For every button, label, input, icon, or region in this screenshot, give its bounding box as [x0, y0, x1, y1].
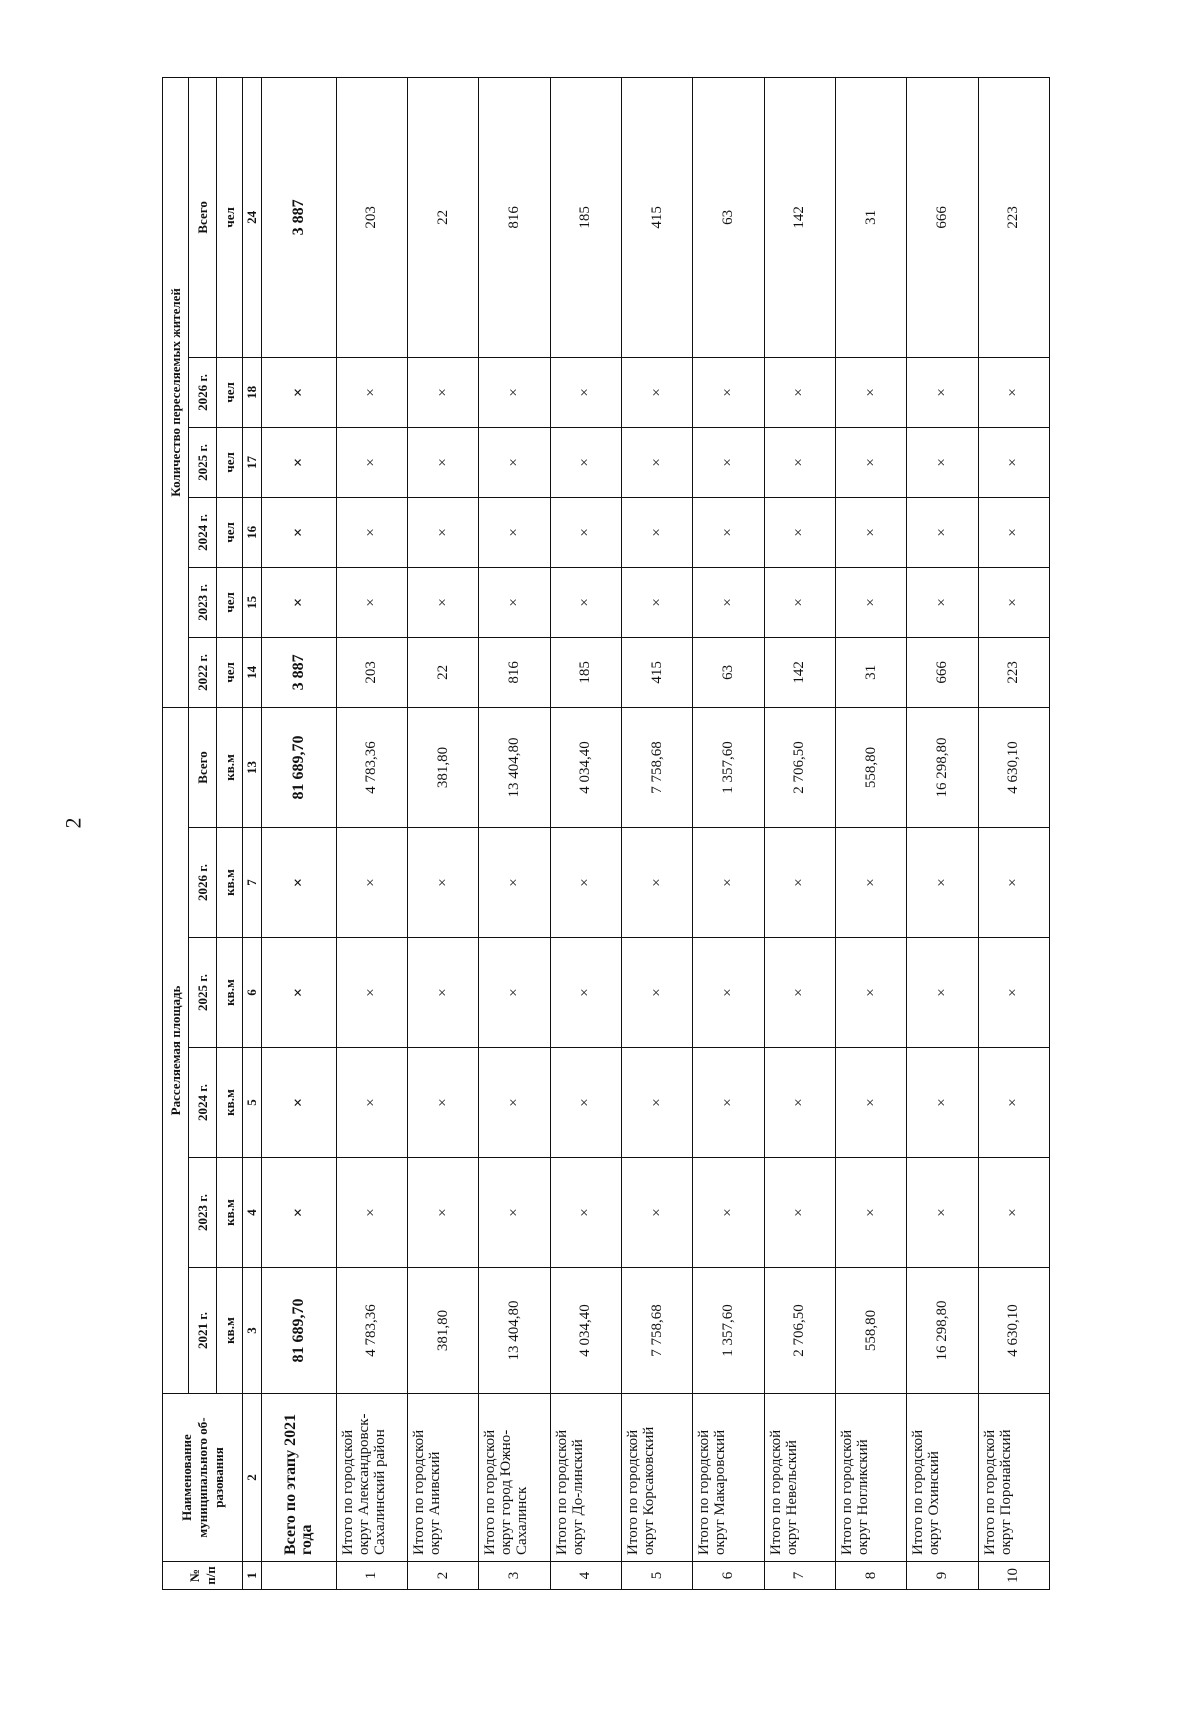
area-cell: ×	[336, 828, 407, 938]
people-cell: ×	[835, 427, 906, 497]
area-total-cell: 4 630,10	[978, 707, 1049, 827]
area-cell: ×	[479, 1048, 550, 1158]
people-cell: 223	[978, 637, 1049, 707]
header-area-group: Расселяемая площадь	[163, 707, 189, 1393]
row-number: 5	[621, 1562, 692, 1590]
column-number: 3	[243, 1268, 262, 1394]
people-cell: ×	[764, 427, 835, 497]
area-cell: 381,80	[407, 1268, 478, 1394]
row-number: 3	[479, 1562, 550, 1590]
table-row	[550, 77, 621, 1589]
area-cell: ×	[479, 828, 550, 938]
area-total-cell: 4 034,40	[550, 707, 621, 827]
row-number	[262, 1562, 337, 1590]
area-cell: ×	[262, 1048, 337, 1158]
people-cell: ×	[764, 357, 835, 427]
column-number: 6	[243, 938, 262, 1048]
header-unit: кв.м	[217, 707, 243, 827]
table-row	[835, 77, 906, 1589]
table-body	[262, 77, 1050, 1589]
people-total-cell: 31	[835, 77, 906, 357]
people-cell: ×	[978, 427, 1049, 497]
header-unit: кв.м	[217, 1048, 243, 1158]
area-cell: ×	[407, 1048, 478, 1158]
column-number: 24	[243, 77, 262, 357]
header-unit: кв.м	[217, 938, 243, 1048]
municipality-name: Итого по городской округ Корсаковский	[621, 1394, 692, 1562]
people-cell: 63	[693, 637, 764, 707]
people-cell: ×	[336, 427, 407, 497]
area-cell: 1 357,60	[693, 1268, 764, 1394]
people-cell: ×	[978, 497, 1049, 567]
people-total-cell: 415	[621, 77, 692, 357]
table-row	[621, 77, 692, 1589]
table-row	[336, 77, 407, 1589]
column-number: 4	[243, 1158, 262, 1268]
people-cell: ×	[978, 567, 1049, 637]
area-cell: ×	[262, 828, 337, 938]
area-cell: ×	[262, 938, 337, 1048]
area-cell: 7 758,68	[621, 1268, 692, 1394]
table-row	[907, 77, 978, 1589]
header-area-year: 2023 г.	[189, 1158, 217, 1268]
row-number: 4	[550, 1562, 621, 1590]
people-cell: ×	[907, 357, 978, 427]
total-row	[262, 77, 337, 1589]
area-cell: ×	[621, 828, 692, 938]
area-cell: ×	[978, 1048, 1049, 1158]
municipality-name: Итого по городской округ До-линский	[550, 1394, 621, 1562]
table-row	[479, 77, 550, 1589]
area-cell: ×	[621, 938, 692, 1048]
table-row	[978, 77, 1049, 1589]
area-cell: ×	[407, 1158, 478, 1268]
people-total-cell: 3 887	[262, 77, 337, 357]
people-cell: ×	[407, 357, 478, 427]
people-cell: ×	[407, 567, 478, 637]
municipality-name: Всего по этапу 2021 года	[262, 1394, 337, 1562]
people-cell: ×	[336, 567, 407, 637]
people-cell: ×	[407, 497, 478, 567]
area-cell: ×	[336, 938, 407, 1048]
area-cell: ×	[693, 828, 764, 938]
municipality-name: Итого по городской округ город Южно-Сахалинск	[479, 1394, 550, 1562]
area-cell: 16 298,80	[907, 1268, 978, 1394]
municipality-name: Итого по городской округ Анивский	[407, 1394, 478, 1562]
area-cell: ×	[907, 1048, 978, 1158]
header-people-year: 2023 г.	[189, 567, 217, 637]
area-cell: 2 706,50	[764, 1268, 835, 1394]
people-cell: ×	[550, 567, 621, 637]
area-cell: ×	[336, 1158, 407, 1268]
people-cell: ×	[479, 357, 550, 427]
people-total-cell: 223	[978, 77, 1049, 357]
area-cell: 4 034,40	[550, 1268, 621, 1394]
header-unit: чел	[217, 567, 243, 637]
people-cell: ×	[262, 427, 337, 497]
area-cell: ×	[764, 828, 835, 938]
area-cell: ×	[262, 1158, 337, 1268]
header-people-year: 2025 г.	[189, 427, 217, 497]
people-total-cell: 22	[407, 77, 478, 357]
header-unit: кв.м	[217, 828, 243, 938]
area-cell: ×	[621, 1158, 692, 1268]
header-area-year: 2025 г.	[189, 938, 217, 1048]
column-number: 13	[243, 707, 262, 827]
people-cell: 203	[336, 637, 407, 707]
column-number: 18	[243, 357, 262, 427]
column-number: 15	[243, 567, 262, 637]
column-number: 5	[243, 1048, 262, 1158]
area-total-cell: 558,80	[835, 707, 906, 827]
people-total-cell: 142	[764, 77, 835, 357]
column-number: 1	[243, 1562, 262, 1590]
area-cell: ×	[978, 938, 1049, 1048]
page-number: 2	[60, 817, 86, 829]
table-row	[407, 77, 478, 1589]
people-cell: 185	[550, 637, 621, 707]
people-cell: ×	[907, 497, 978, 567]
people-cell: 31	[835, 637, 906, 707]
area-cell: ×	[764, 938, 835, 1048]
area-cell: 4 630,10	[978, 1268, 1049, 1394]
row-number: 7	[764, 1562, 835, 1590]
area-cell: 13 404,80	[479, 1268, 550, 1394]
area-cell: ×	[764, 1048, 835, 1158]
header-people-group: Количество переселяемых жителей	[163, 77, 189, 707]
area-total-cell: 7 758,68	[621, 707, 692, 827]
people-cell: ×	[621, 497, 692, 567]
area-cell: ×	[764, 1158, 835, 1268]
header-unit: чел	[217, 77, 243, 357]
area-cell: ×	[978, 828, 1049, 938]
area-cell: ×	[978, 1158, 1049, 1268]
header-unit: чел	[217, 427, 243, 497]
area-cell: ×	[907, 828, 978, 938]
area-cell: ×	[550, 938, 621, 1048]
municipality-name: Итого по городской округ Охинский	[907, 1394, 978, 1562]
header-name: Наименование муниципального об-разования	[163, 1394, 243, 1562]
area-total-cell: 2 706,50	[764, 707, 835, 827]
area-cell: ×	[907, 938, 978, 1048]
area-cell: 81 689,70	[262, 1268, 337, 1394]
area-cell: ×	[407, 828, 478, 938]
people-cell: ×	[907, 427, 978, 497]
people-cell: ×	[336, 497, 407, 567]
people-cell: ×	[621, 567, 692, 637]
municipality-name: Итого по городской округ Макаровский	[693, 1394, 764, 1562]
header-area-year: 2026 г.	[189, 828, 217, 938]
people-cell: ×	[479, 497, 550, 567]
people-cell: ×	[262, 567, 337, 637]
row-number: 6	[693, 1562, 764, 1590]
people-cell: ×	[693, 567, 764, 637]
people-cell: ×	[764, 567, 835, 637]
row-number: 10	[978, 1562, 1049, 1590]
header-people-year: 2022 г.	[189, 637, 217, 707]
people-cell: 22	[407, 637, 478, 707]
header-area-total: Всего	[189, 707, 217, 827]
people-total-cell: 203	[336, 77, 407, 357]
area-cell: ×	[693, 1158, 764, 1268]
people-cell: ×	[835, 357, 906, 427]
people-cell: ×	[693, 497, 764, 567]
area-cell: ×	[835, 938, 906, 1048]
people-total-cell: 816	[479, 77, 550, 357]
area-cell: ×	[550, 828, 621, 938]
row-number: 1	[336, 1562, 407, 1590]
people-cell: ×	[835, 497, 906, 567]
column-number: 16	[243, 497, 262, 567]
area-cell: ×	[479, 938, 550, 1048]
people-cell: ×	[835, 567, 906, 637]
area-cell: ×	[621, 1048, 692, 1158]
people-cell: ×	[262, 357, 337, 427]
row-number: 2	[407, 1562, 478, 1590]
header-unit: чел	[217, 357, 243, 427]
people-cell: ×	[978, 357, 1049, 427]
header-unit: кв.м	[217, 1268, 243, 1394]
header-unit: чел	[217, 497, 243, 567]
header-unit: кв.м	[217, 1158, 243, 1268]
row-number: 9	[907, 1562, 978, 1590]
people-total-cell: 666	[907, 77, 978, 357]
column-number: 17	[243, 427, 262, 497]
area-cell: ×	[550, 1158, 621, 1268]
people-cell: 3 887	[262, 637, 337, 707]
header-area-year: 2024 г.	[189, 1048, 217, 1158]
area-total-cell: 1 357,60	[693, 707, 764, 827]
area-total-cell: 381,80	[407, 707, 478, 827]
column-number: 7	[243, 828, 262, 938]
table-row	[693, 77, 764, 1589]
municipality-name: Итого по городской округ Ногликский	[835, 1394, 906, 1562]
area-cell: ×	[693, 1048, 764, 1158]
people-cell: 816	[479, 637, 550, 707]
area-cell: ×	[835, 1158, 906, 1268]
header-num: № п/п	[163, 1562, 243, 1590]
column-number: 14	[243, 637, 262, 707]
people-cell: ×	[621, 427, 692, 497]
resettlement-table	[162, 77, 1050, 1590]
header-people-total: Всего	[189, 77, 217, 357]
people-cell: 666	[907, 637, 978, 707]
area-cell: ×	[907, 1158, 978, 1268]
header-people-year: 2024 г.	[189, 497, 217, 567]
people-cell: ×	[336, 357, 407, 427]
people-cell: 415	[621, 637, 692, 707]
people-cell: ×	[479, 567, 550, 637]
table-row	[764, 77, 835, 1589]
people-cell: ×	[550, 497, 621, 567]
area-total-cell: 13 404,80	[479, 707, 550, 827]
area-total-cell: 4 783,36	[336, 707, 407, 827]
header-unit: чел	[217, 637, 243, 707]
people-cell: ×	[479, 427, 550, 497]
area-cell: ×	[835, 828, 906, 938]
municipality-name: Итого по городской округ Поронайский	[978, 1394, 1049, 1562]
people-cell: ×	[407, 427, 478, 497]
people-cell: ×	[550, 427, 621, 497]
people-cell: 142	[764, 637, 835, 707]
people-cell: ×	[764, 497, 835, 567]
people-cell: ×	[693, 427, 764, 497]
header-people-year: 2026 г.	[189, 357, 217, 427]
area-total-cell: 16 298,80	[907, 707, 978, 827]
area-cell: ×	[835, 1048, 906, 1158]
area-cell: ×	[336, 1048, 407, 1158]
people-cell: ×	[621, 357, 692, 427]
area-total-cell: 81 689,70	[262, 707, 337, 827]
area-cell: ×	[479, 1158, 550, 1268]
rotated-table-container	[162, 78, 1050, 1590]
people-cell: ×	[693, 357, 764, 427]
people-cell: ×	[907, 567, 978, 637]
area-cell: ×	[407, 938, 478, 1048]
row-number: 8	[835, 1562, 906, 1590]
area-cell: ×	[550, 1048, 621, 1158]
area-cell: 4 783,36	[336, 1268, 407, 1394]
municipality-name: Итого по городской округ Невельский	[764, 1394, 835, 1562]
people-cell: ×	[262, 497, 337, 567]
area-cell: ×	[693, 938, 764, 1048]
people-total-cell: 185	[550, 77, 621, 357]
header-area-year: 2021 г.	[189, 1268, 217, 1394]
people-cell: ×	[550, 357, 621, 427]
area-cell: 558,80	[835, 1268, 906, 1394]
column-number: 2	[243, 1394, 262, 1562]
people-total-cell: 63	[693, 77, 764, 357]
municipality-name: Итого по городской округ Александровск-Сахалинский район	[336, 1394, 407, 1562]
